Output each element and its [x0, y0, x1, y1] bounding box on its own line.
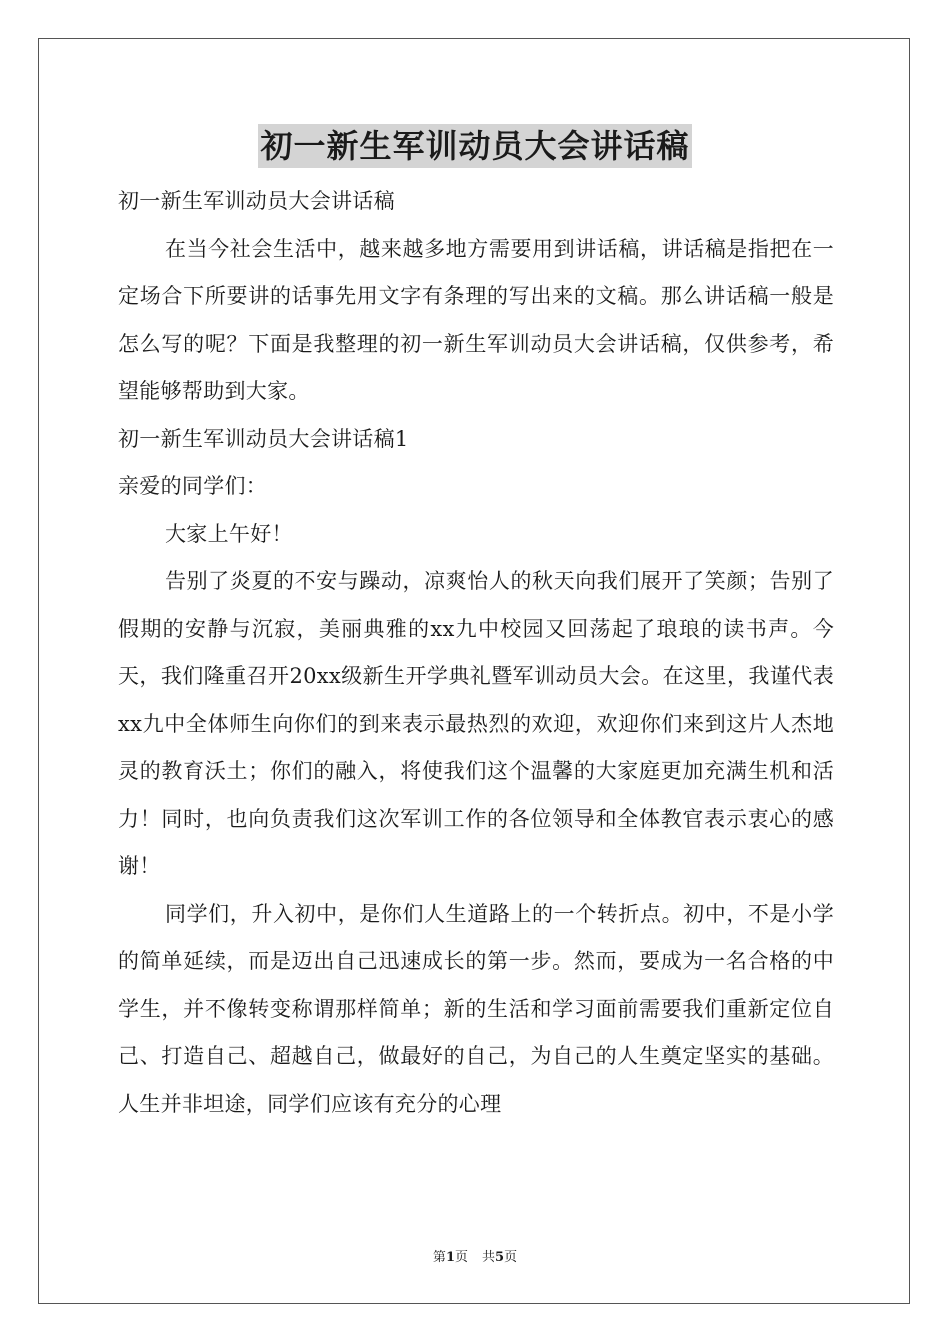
greeting: 大家上午好！: [165, 521, 293, 546]
document-body: [118, 178, 834, 1128]
page-label-suffix: 页: [454, 1250, 468, 1265]
total-page-number: 5: [495, 1250, 505, 1265]
current-page-number: 1: [445, 1250, 455, 1265]
paragraph: 初一新生军训动员大会讲话稿: [118, 189, 395, 213]
title-container: [0, 124, 950, 168]
document-title: 初一新生军训动员大会讲话稿: [258, 124, 691, 168]
paragraph: 在当今社会生活中，越来越多地方需要用到讲话稿，讲话稿是指把在一定场合下所要讲的话事先用文字有条理的写出来的文稿。那么讲话稿一般是怎么写的呢？下面是我整理的初一新生军训动员大会讲话稿，仅供参考，希望能够帮助到大家。: [118, 236, 834, 403]
page-label-prefix: 第: [432, 1250, 446, 1265]
total-label-prefix: 共: [482, 1250, 496, 1265]
page-footer: [0, 1246, 950, 1265]
salutation: 亲爱的同学们：: [118, 474, 268, 498]
total-label-suffix: 页: [504, 1250, 518, 1265]
section-heading: 初一新生军训动员大会讲话稿1: [118, 426, 409, 451]
paragraph: 告别了炎夏的不安与躁动，凉爽怡人的秋天向我们展开了笑颜；告别了假期的安静与沉寂，美丽典雅的xx九中校园又回荡起了琅琅的读书声。今天，我们隆重召开20xx级新生开学典礼暨军训动员大会。在这里，我谨代表xx九中全体师生向你们的到来表示最热烈的欢迎，欢迎你们来到这片人杰地灵的教育沃土；你们的融入，将使我们这个温馨的大家庭更加充满生机和活力！同时，也向负责我们这次军训工作的各位领导和全体教官表示衷心的感谢！: [118, 569, 834, 878]
paragraph: 同学们，升入初中，是你们人生道路上的一个转折点。初中，不是小学的简单延续，而是迈出自己迅速成长的第一步。然而，要成为一名合格的中学生，并不像转变称谓那样简单；新的生活和学习面前需要我们重新定位自己、打造自己、超越自己，做最好的自己，为自己的人生奠定坚实的基础。人生并非坦途，同学们应该有充分的心理: [118, 901, 834, 1116]
